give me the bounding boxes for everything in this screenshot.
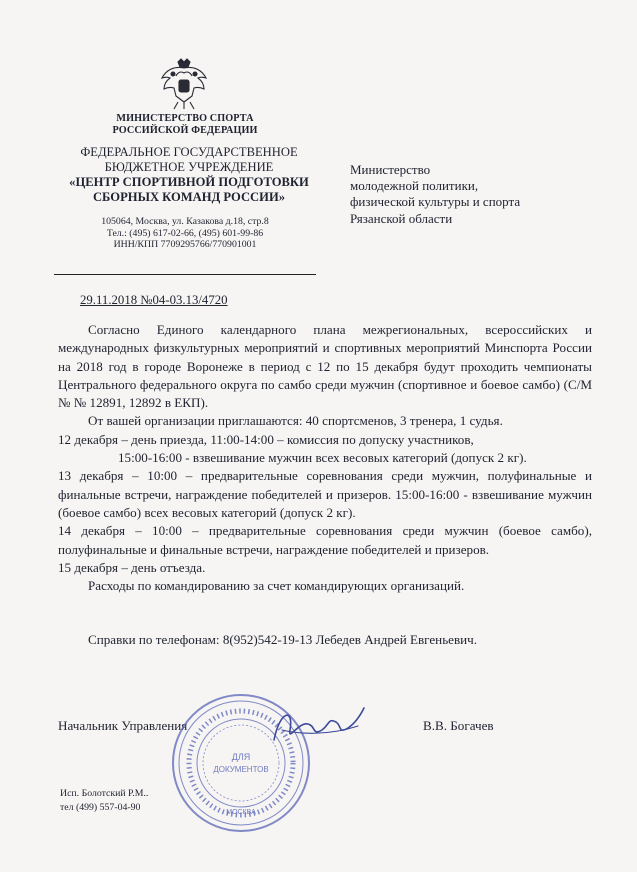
paragraph-expenses: Расходы по командированию за счет командирующих организаций.: [88, 578, 465, 594]
schedule-day-1: 12 декабря – день приезда, 11:00-14:00 – комиссия по допуску участников,: [58, 431, 474, 447]
address-line: 105064, Москва, ул. Казакова д.18, стр.8: [101, 216, 269, 227]
org-line-4: СБОРНЫХ КОМАНД РОССИИ»: [92, 190, 286, 204]
recipient-line-3: физической культуры и спорта: [350, 194, 521, 210]
recipient-line-2: молодежной политики,: [350, 178, 479, 194]
phone-line: Тел.: (495) 617-02-66, (495) 601-99-86: [106, 227, 264, 239]
letter-body: [58, 321, 592, 595]
org-line-3: «ЦЕНТР СПОРТИВНОЙ ПОДГОТОВКИ: [69, 175, 309, 189]
paragraph-intro: Согласно Единого календарного плана межрегиональных, всероссийских и международных физкультурных мероприятий и спортивных мероприятий Минспорта России на 2018 год в городе Воронеже в период с 12 по 15 декабря будут проходить чемпионаты Центрального федерального округа по самбо среди мужчин (спортивное и боевое самбо) (С/М № № 12891, 12892 в ЕКП).: [58, 322, 592, 411]
org-line-2: БЮДЖЕТНОЕ УЧРЕЖДЕНИЕ: [104, 160, 274, 174]
organization-name: [48, 145, 330, 205]
schedule-day-3: 14 декабря – 10:00 – предварительные соревнования среди мужчин (боевое самбо), полуфинальные и финальные встречи, награждение победителей и призеров.: [58, 523, 592, 557]
document-number: 29.11.2018 №04-03.13/4720: [80, 293, 228, 307]
ministry-name: [80, 113, 290, 137]
paragraph-invitation: От вашей организации приглашаются: 40 спортсменов, 3 тренера, 1 судья.: [88, 413, 503, 429]
recipient-block: [350, 162, 610, 227]
svg-text:ДЛЯ: ДЛЯ: [231, 752, 251, 762]
schedule-day-2: 13 декабря – 10:00 – предварительные соревнования среди мужчин, полуфинальные и финальные встречи, награждение победителей и призеров. 15:00-16:00 - взвешивание мужчин (боевое самбо) всех весовых категорий (допуск 2 кг).: [58, 468, 592, 520]
header-divider: [54, 274, 316, 275]
contact-phone: Справки по телефонам: 8(952)542-19-13 Лебедев Андрей Евгеньевич.: [88, 632, 478, 647]
org-line-1: ФЕДЕРАЛЬНОЕ ГОСУДАРСТВЕННОЕ: [80, 145, 298, 159]
coat-of-arms-emblem: [156, 56, 212, 112]
inn-line: ИНН/КПП 7709295766/770901001: [113, 239, 257, 251]
recipient-line-4: Рязанской области: [350, 210, 453, 226]
performer-phone: тел (499) 557-04-90: [60, 802, 141, 813]
svg-text:ДОКУМЕНТОВ: ДОКУМЕНТОВ: [213, 765, 269, 774]
handwritten-signature: [268, 700, 368, 760]
performer-name: Исп. Болотский Р.М..: [60, 788, 149, 799]
org-address: [60, 216, 310, 251]
performer-info: [60, 787, 148, 815]
schedule-day-1-weighin: 15:00-16:00 - взвешивание мужчин всех весовых категорий (допуск 2 кг).: [118, 450, 527, 466]
recipient-line-1: Министерство: [350, 162, 431, 177]
signer-name: В.В. Богачев: [423, 718, 494, 733]
svg-text:МОСКВА: МОСКВА: [226, 809, 256, 816]
signer-title: Начальник Управления: [58, 718, 188, 733]
ministry-line-2: РОССИЙСКОЙ ФЕДЕРАЦИИ: [112, 125, 258, 136]
schedule-day-4: 15 декабря – день отъезда.: [58, 559, 206, 575]
ministry-line-1: МИНИСТЕРСТВО СПОРТА: [116, 113, 254, 124]
